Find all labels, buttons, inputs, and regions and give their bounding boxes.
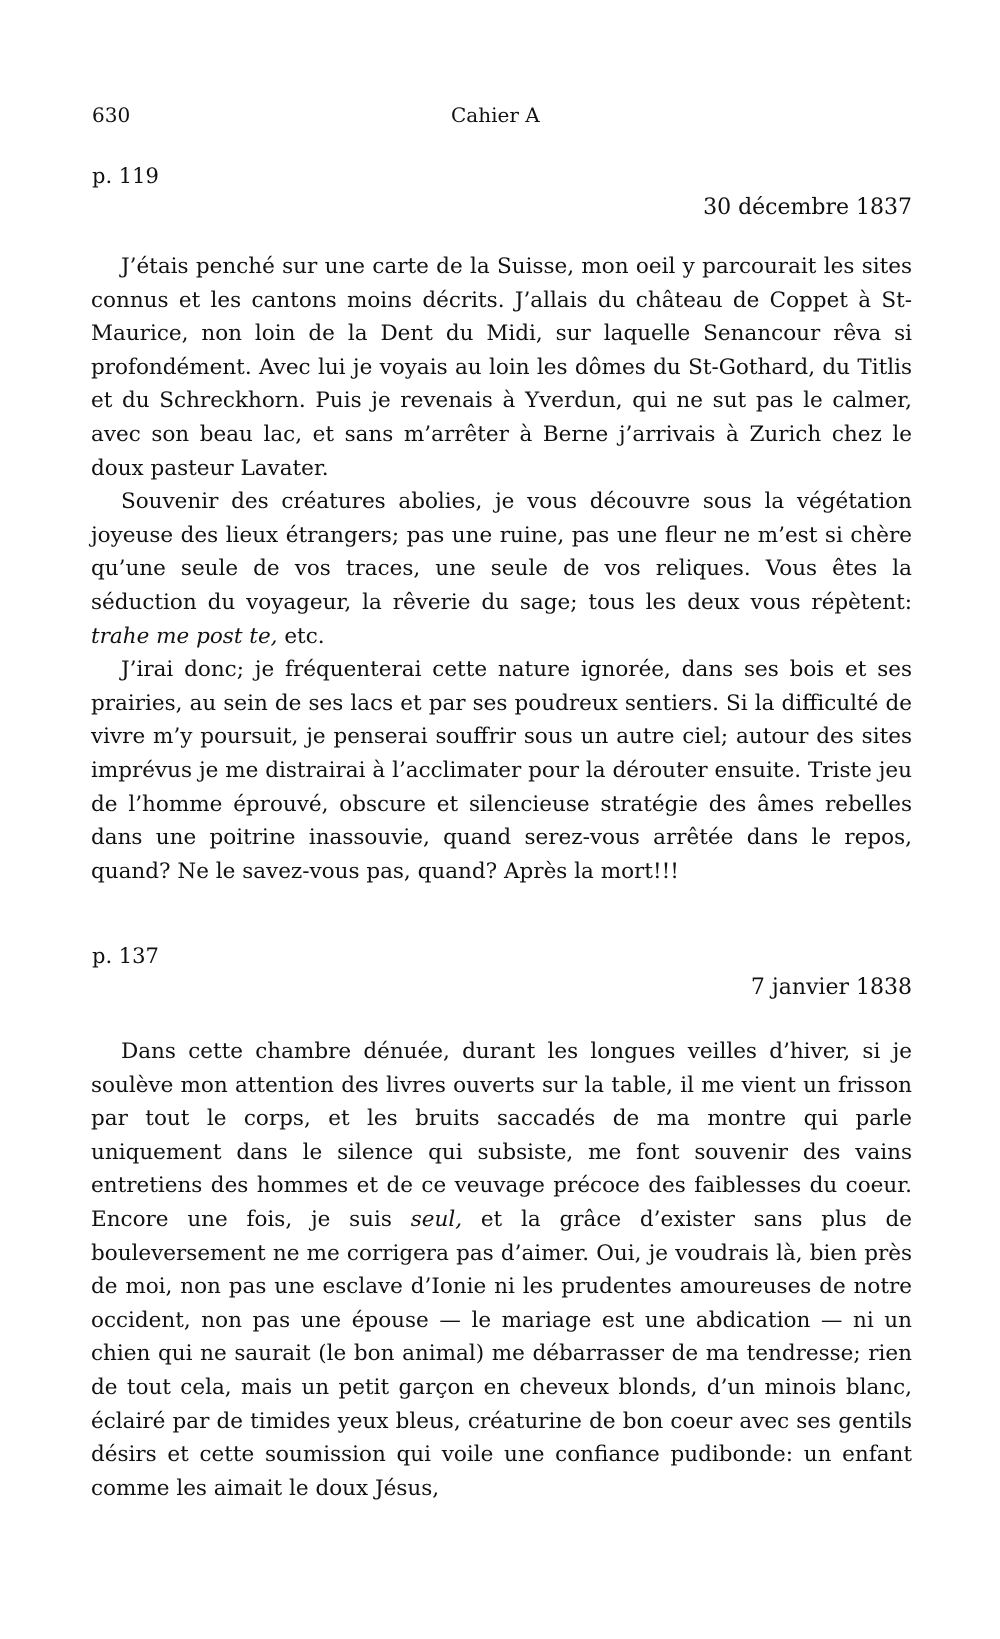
- text-segment: J’irai donc; je fréquenterai cette nature ignorée, dans ses bois et ses prairies, au sein de ses lacs et par ses poudreux sentiers. Si la difficulté de vivre m’y poursuit, je penserai souffrir sous un autre ciel; autour des sites imprévus je me distrairai à l’acclimater pour la dérouter ensuite. Triste jeu de l’homme éprouvé, obscure et silencieuse stratégie des âmes rebelles dans une poitrine inassouvie, quand serez-vous arrêtée dans le repos, quand? Ne le savez-vous pas, quand? Après la mort!!!: [91, 657, 912, 884]
- text-segment: Souvenir des créatures abolies, je vous découvre sous la végétation joyeuse des lieux étrangers; pas une ruine, pas une fleur ne m’est si chère qu’une seule de vos traces, une seule de vos reliques. Vous êtes la séduction du voyageur, la rêverie du sage; tous les deux vous répètent:: [91, 489, 912, 615]
- running-title: Cahier A: [451, 103, 540, 127]
- manuscript-page-reference: p. 137: [92, 944, 159, 968]
- paragraph: [91, 653, 912, 888]
- paragraph: [91, 250, 912, 485]
- running-head: [92, 103, 912, 133]
- text-segment: etc.: [277, 623, 325, 649]
- journal-entry: [91, 250, 912, 888]
- paragraph: [91, 1035, 912, 1505]
- text-segment: J’étais penché sur une carte de la Suisse, mon oeil y parcourait les sites connus et les cantons moins décrits. J’allais du château de Coppet à St-Maurice, non loin de la Dent du Midi, sur laquelle Senancour rêva si profondément. Avec lui je voyais au loin les dômes du St-Gothard, du Titlis et du Schreckhorn. Puis je revenais à Yverdun, qui ne sut pas le calmer, avec son beau lac, et sans m’arrêter à Berne j’arrivais à Zurich chez le doux pasteur Lavater.: [91, 254, 912, 481]
- text-segment: et la grâce d’exister sans plus de bouleversement ne me corrigera pas d’aimer. Oui, je voudrais là, bien près de moi, non pas une esclave d’Ionie ni les prudentes amoureuses de notre occident, non pas une épouse — le mariage est une abdication — ni un chien qui ne saurait (le bon animal) me débarrasser de ma tendresse; rien de tout cela, mais un petit garçon en cheveux blonds, d’un minois blanc, éclairé par de timides yeux bleus, créaturine de bon coeur avec ses gentils désirs et cette soumission qui voile une confiance pudibonde: un enfant comme les aimait le doux Jésus,: [91, 1206, 912, 1501]
- entry-date: 30 décembre 1837: [703, 195, 912, 220]
- text-segment: Dans cette chambre dénuée, durant les longues veilles d’hiver, si je soulève mon attention des livres ouverts sur la table, il me vient un frisson par tout le corps, et les bruits saccadés de ma montre qui parle uniquement dans le silence qui subsiste, me font souvenir des vains entretiens des hommes et de ce veuvage précoce des faiblesses du coeur. Encore une fois, je suis: [91, 1039, 912, 1232]
- manuscript-page-reference: p. 119: [92, 164, 159, 188]
- italic-quote: trahe me post te,: [91, 623, 278, 649]
- page-number: 630: [92, 103, 131, 127]
- journal-entry: [91, 1035, 912, 1505]
- entry-date: 7 janvier 1838: [750, 975, 912, 1000]
- paragraph: [91, 485, 912, 653]
- italic-word: seul,: [410, 1206, 463, 1232]
